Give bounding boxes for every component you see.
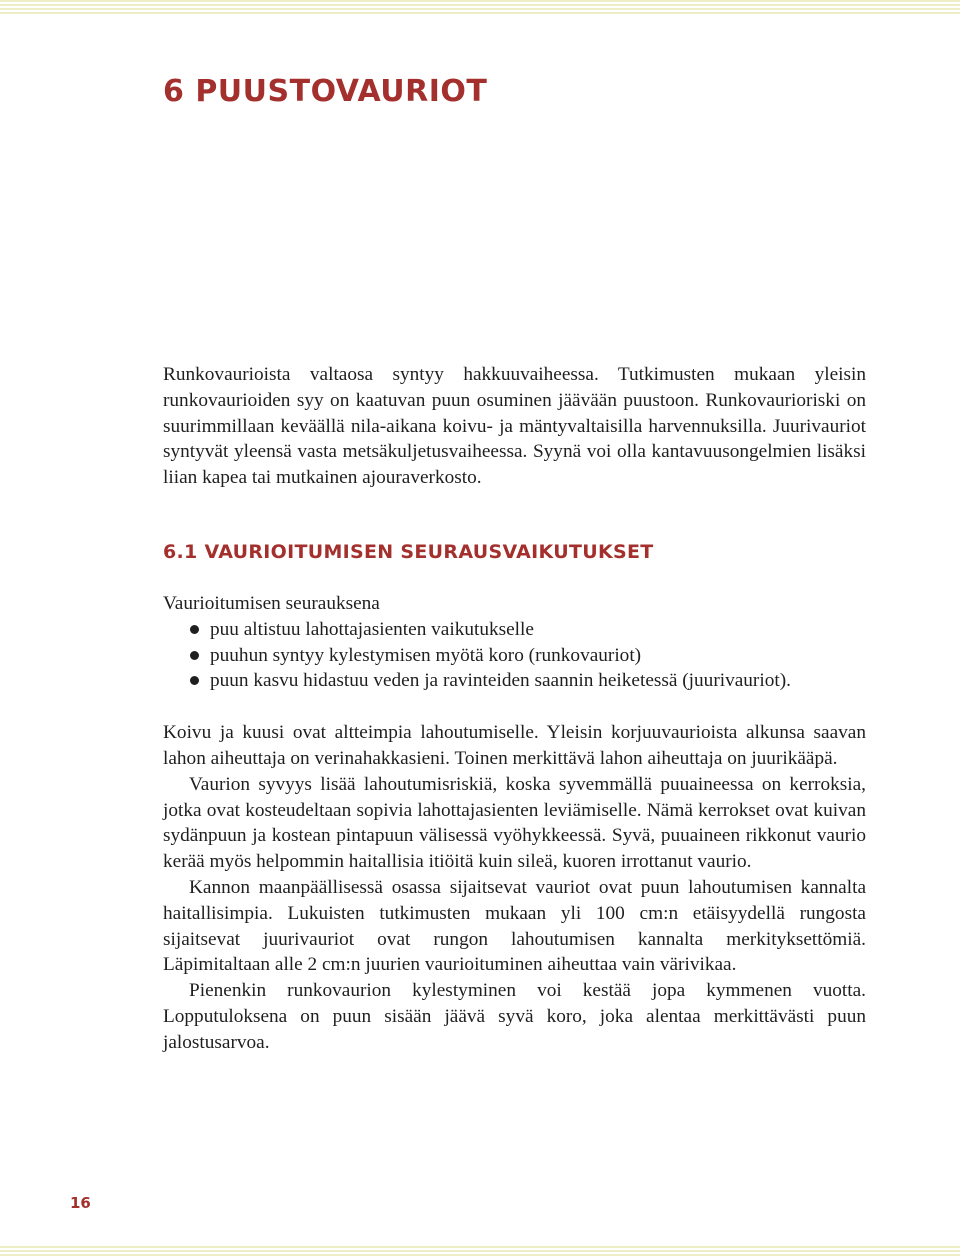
list-item-text: puu altistuu lahottajasienten vaikutukselle xyxy=(210,618,534,640)
body-paragraph: Pienenkin runkovaurion kylestyminen voi kestää jopa kymmenen vuotta. Lopputuloksena on puun sisään jäävä syvä koro, joka alentaa merkittävästi puun jalostusarvoa. xyxy=(163,980,866,1053)
list-lead-text: Vaurioitumisen seurauksena xyxy=(163,592,380,614)
body-paragraph: Koivu ja kuusi ovat altteimpia lahoutumiselle. Yleisin korjuuvaurioista alkunsa saavan lahon aiheuttaja on verinahakkasieni. Toinen merkittävä lahon aiheuttaja on juurikääpä. xyxy=(163,722,866,769)
list-item xyxy=(163,617,866,643)
consequence-list xyxy=(163,617,866,694)
bottom-decorative-stripe xyxy=(0,1246,960,1258)
section-title: 6.1 VAURIOITUMISEN SEURAUSVAIKUTUKSET xyxy=(163,540,654,563)
intro-paragraph: Runkovaurioista valtaosa syntyy hakkuuvaiheessa. Tutkimusten mukaan yleisin runkovaurioiden syy on kaatuvan puun osuminen jäävään puustoon. Runkovaurioriski on suurimmillaan keväällä nila-aikana koivu- ja mäntyvaltaisilla harvennuksilla. Juurivauriot syntyvät yleensä vasta metsäkuljetusvaiheessa. Syynä voi olla kantavuusongelmien lisäksi liian kapea tai mutkainen ajouraverkosto. xyxy=(163,364,866,489)
bullet-icon xyxy=(190,676,199,685)
bullet-icon xyxy=(190,625,199,634)
top-decorative-stripe xyxy=(0,0,960,14)
chapter-title: 6 PUUSTOVAURIOT xyxy=(163,74,488,109)
list-item xyxy=(163,668,866,694)
body-paragraph: Kannon maanpäällisessä osassa sijaitsevat vauriot ovat puun lahoutumisen kannalta haitallisimpia. Lukuisten tutkimusten mukaan yli 100 cm:n etäisyydellä rungosta sijaitsevat juurivauriot ovat rungon lahoutumisen kannalta merkityksettömiä. Läpimitaltaan alle 2 cm:n juurien vaurioituminen aiheuttaa vain värivikaa. xyxy=(163,876,866,976)
bullet-icon xyxy=(190,651,199,660)
page-content xyxy=(163,362,866,1056)
list-item-text: puun kasvu hidastuu veden ja ravinteiden saannin heiketessä (juurivauriot). xyxy=(210,670,791,692)
page-number: 16 xyxy=(70,1194,91,1212)
body-paragraph: Vaurion syvyys lisää lahoutumisriskiä, koska syvemmällä puuaineessa on kerroksia, jotka ovat kosteudeltaan sopivia lahottajasienten leviämiselle. Nämä kerrokset ovat kuivan sydänpuun ja kostean pintapuun välisessä vyöhykkeessä. Syvä, puuaineen rikkonut vaurio kerää myös helpommin haitallisia itiöitä kuin sileä, kuoren irrottanut vaurio. xyxy=(163,773,866,873)
list-item-text: puuhun syntyy kylestymisen myötä koro (runkovauriot) xyxy=(210,644,642,666)
list-item xyxy=(163,643,866,669)
